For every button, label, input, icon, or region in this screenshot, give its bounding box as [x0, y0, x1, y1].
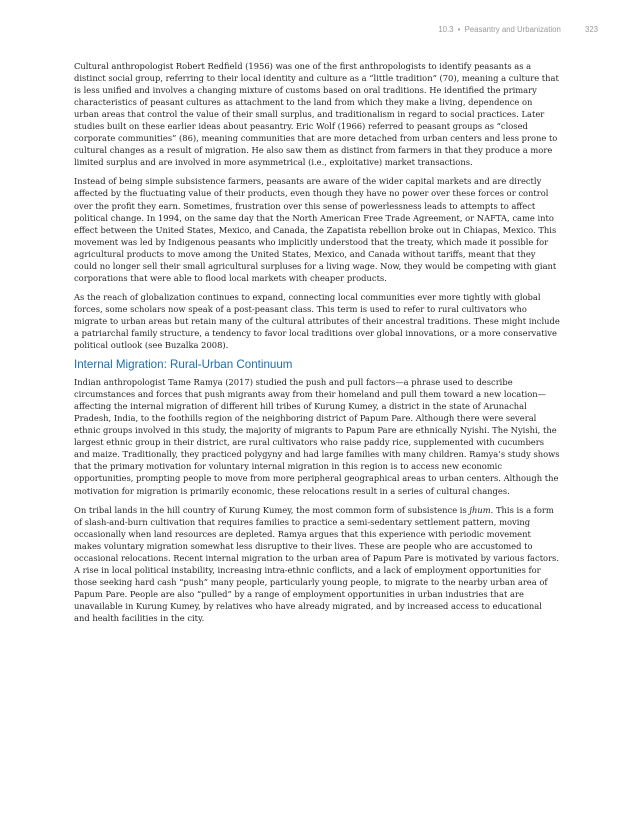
paragraph-ramya: Indian anthropologist Tame Ramya (2017) studied the push and pull factors—a phrase used to describe circumstances and forces that push migrants away from their homeland and pull them toward a new location—affecting the internal migration of different hill tribes of Kurung Kumey, a district in the state of Arunachal Pradesh, India, to the foothills region of the neighboring district of Papum Pare. Although there were several ethnic groups involved in this study, the majority of migrants to Papum Pare are ethnically Nyishi. The Nyishi, the largest ethnic group in their district, are rural cultivators who raise paddy rice, supplemented with cucumbers and maize. Traditionally, they practiced polygyny and had large families with many children. Ramya’s study shows that the primary motivation for voluntary internal migration in this region is to access new economic opportunities, prompting people to move from more peripheral geographical areas to urban centers. Although the motivation for migration is primarily economic, these relocations result in a series of cultural changes. — [74, 377, 560, 496]
paragraph-jhum — [74, 504, 560, 624]
running-header — [438, 25, 598, 34]
section-title: Peasantry and Urbanization — [464, 25, 561, 34]
paragraph-post-peasant: As the reach of globalization continues to expand, connecting local communities ever more tightly with global forces, some scholars now speak of a post-peasant class. This term is used to refer to rural cultivators who migrate to urban areas but retain many of the cultural attributes of their ancestral traditions. These might include a patriarchal family structure, a tendency to favor local traditions over global innovations, or a more conservative political outlook (see Buzalka 2008). — [74, 291, 560, 351]
section-number: 10.3 — [438, 25, 454, 34]
paragraph-jhum-rest: . This is a form of slash-and-burn cultivation that requires families to practice a semi-sedentary settlement pattern, moving occasionally when land resources are depleted. Ramya argues that this experience with periodic movement makes voluntary migration somewhat less disruptive to their lives. These are people who are accustomed to occasional relocations. Recent internal migration to the urban area of Papum Pare is motivated by various factors. A rise in local political instability, increasing intra-ethnic conflicts, and a lack of employment opportunities for those seeking hard cash “push” many people, particularly young people, to migrate to the nearby urban area of Papum Pare. People are also “pulled” by a range of employment opportunities in urban industries that are unavailable in Kurung Kumey, by relatives who have already migrated, and by increased access to educational and health facilities in the city. — [74, 504, 559, 623]
header-separator: • — [457, 25, 461, 34]
paragraph-redfield: Cultural anthropologist Robert Redfield (1956) was one of the first anthropologists to identify peasants as a distinct social group, referring to their local identity and culture as a “little tradition” (70), meaning a culture that is less unified and involves a changing mixture of customs based on oral traditions. He identified the primary characteristics of peasant cultures as attachment to the land from which they make a living, dependence on urban areas that control the value of their small surplus, and traditionalism in regard to social practices. Later studies built on these earlier ideas about peasantry. Eric Wolf (1966) referred to peasant groups as “closed corporate communities” (86), meaning communities that are more detached from urban centers and less prone to cultural changes as a result of migration. He also saw them as distinct from farmers in that they produce a more limited surplus and are involved in more asymmetrical (i.e., exploitative) market transactions. — [74, 61, 559, 168]
page-number: 323 — [584, 25, 598, 34]
section-heading: Internal Migration: Rural-Urban Continuum — [74, 358, 293, 372]
paragraph-jhum-start: On tribal lands in the hill country of Kurung Kumey, the most common form of subsistence is — [74, 504, 470, 515]
paragraph-zapatista: Instead of being simple subsistence farmers, peasants are aware of the wider capital markets and are directly affected by the fluctuating value of their products, even though they have no power over these forces or control over the profit they earn. Sometimes, frustration over this sense of powerlessness leads to attempts to affect political change. In 1994, on the same day that the North American Free Trade Agreement, or NAFTA, came into effect between the United States, Mexico, and Canada, the Zapatista rebellion broke out in Chiapas, Mexico. This movement was led by Indigenous peasants who implicitly understood that the treaty, which made it possible for agricultural products to move among the United States, Mexico, and Canada without tariffs, meant that they could no longer sell their small agricultural surpluses for a living wage. Now, they would be competing with giant corporations that were able to flood local markets with cheaper products. — [74, 176, 557, 283]
jhum-term: jhum — [469, 504, 491, 515]
body-text — [74, 60, 560, 631]
